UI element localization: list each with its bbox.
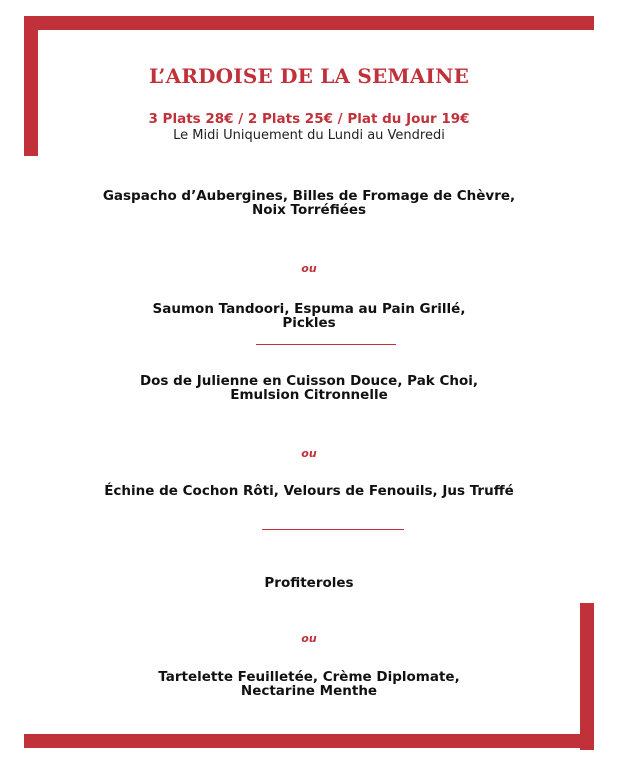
or-separator: ou [301, 632, 317, 645]
section-divider [262, 529, 404, 530]
dessert-1-line1: Profiteroles [264, 575, 354, 591]
section-divider [256, 344, 396, 345]
main-1-line1: Dos de Julienne en Cuisson Douce, Pak Choi, [139, 373, 479, 389]
menu-title: L’ARDOISE DE LA SEMAINE [148, 64, 470, 88]
starter-1-line2: Noix Torréfiées [251, 202, 367, 218]
starter-2 [0, 302, 618, 330]
menu-availability: Le Midi Uniquement du Lundi au Vendredi [173, 128, 445, 143]
main-1-line2: Emulsion Citronnelle [230, 387, 388, 403]
starter-1 [0, 189, 618, 217]
dessert-2-line2: Nectarine Menthe [240, 683, 378, 699]
starter-2-line1: Saumon Tandoori, Espuma au Pain Grillé, [152, 301, 466, 317]
main-2-line1: Échine de Cochon Rôti, Velours de Fenouils, Jus Truffé [104, 483, 514, 499]
or-separator: ou [301, 262, 317, 275]
dessert-2 [0, 670, 618, 698]
main-2 [0, 484, 618, 498]
or-separator: ou [301, 447, 317, 460]
dessert-2-line1: Tartelette Feuilletée, Crème Diplomate, [158, 669, 460, 685]
menu-prices: 3 Plats 28€ / 2 Plats 25€ / Plat du Jour 19€ [148, 111, 470, 127]
main-1 [0, 374, 618, 402]
starter-2-line2: Pickles [282, 315, 336, 331]
dessert-1 [0, 576, 618, 590]
frame-top-bar [24, 16, 594, 30]
frame-bottom-bar [24, 734, 594, 748]
starter-1-line1: Gaspacho d’Aubergines, Billes de Fromage de Chèvre, [102, 188, 516, 204]
